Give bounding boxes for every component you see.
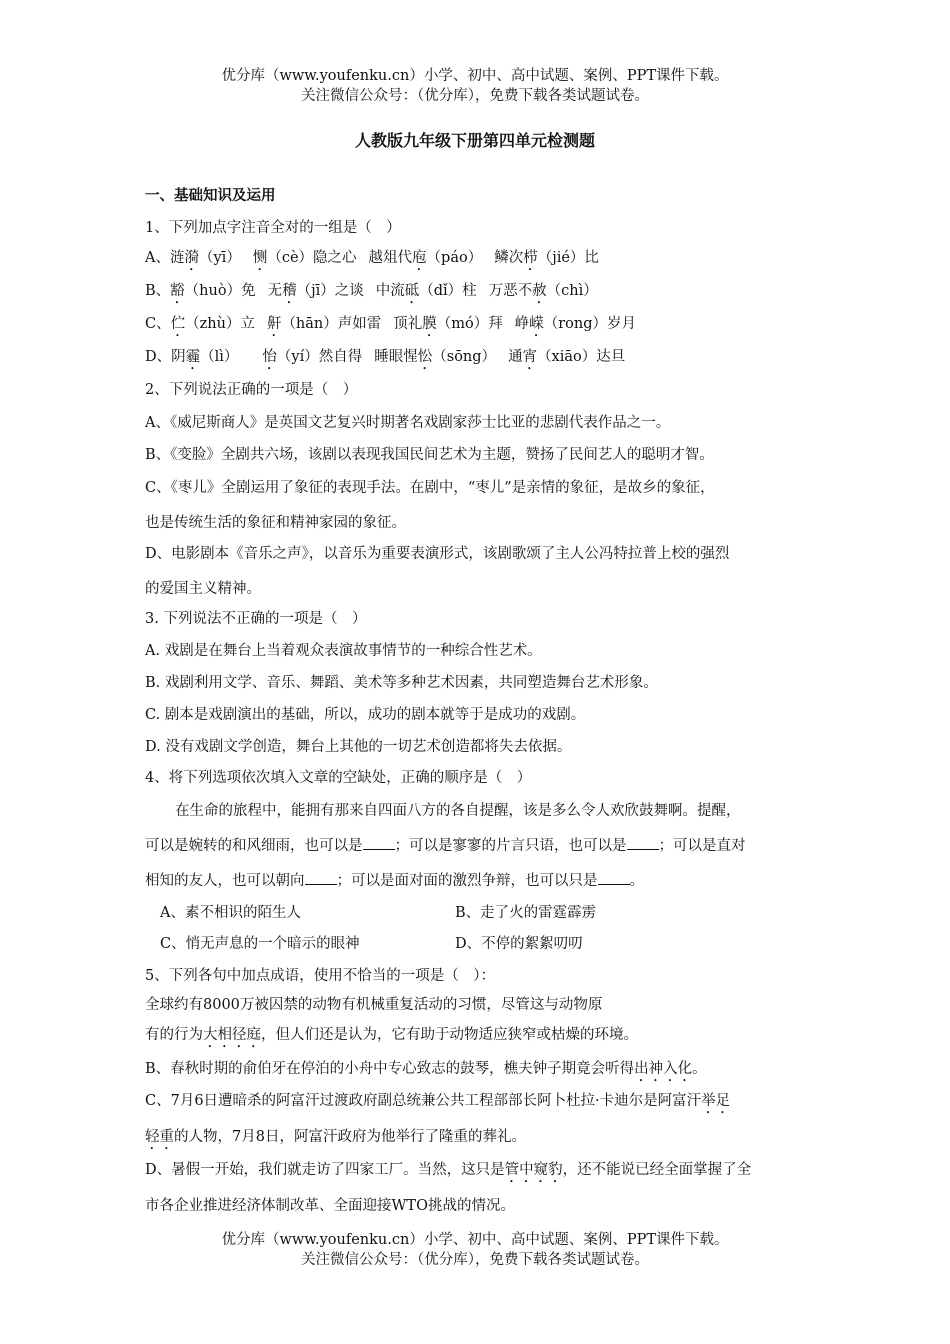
header-line-1: 优分库（www.youfenku.cn）小学、初中、高中试题、案例、PPT课件下载。: [221, 68, 729, 84]
q1-option-d: D、阴霾（lì） 怡（yí）然自得 睡眼惺忪（sōng） 通宵（xiāo）达旦: [145, 349, 626, 365]
q4-option-a: A、素不相识的陌生人: [160, 905, 301, 921]
q4-passage-line1: 在生命的旅程中，能拥有那来自四面八方的各自提醒，该是多么令人欢欣鼓舞啊。提醒，: [175, 803, 741, 819]
q2-option-d-line1: D、电影剧本《音乐之声》，以音乐为重要表演形式，该剧歌颂了主人公冯特拉普上校的强烈: [145, 546, 730, 562]
footer-line-1: 优分库（www.youfenku.cn）小学、初中、高中试题、案例、PPT课件下载。: [221, 1232, 729, 1248]
q4-stem: 4、将下列选项依次填入文章的空缺处，正确的顺序是（ ）: [145, 770, 532, 786]
page-header: [0, 66, 950, 106]
fill-blank: [598, 871, 630, 885]
q2-option-b: B、《变脸》全剧共六场，该剧以表现我国民间艺术为主题，赞扬了民间艺人的聪明才智。: [145, 447, 714, 463]
q3-option-b: B. 戏剧利用文学、音乐、舞蹈、美术等多种艺术因素，共同塑造舞台艺术形象。: [145, 675, 658, 691]
q5-option-d-line2: 市各企业推进经济体制改革、全面迎接WTO挑战的情况。: [145, 1198, 515, 1214]
q5-option-a-line2: 有的行为大相径庭，但人们还是认为，它有助于动物适应狭窄或枯燥的环境。: [145, 1027, 638, 1043]
q5-option-d-line1: D、暑假一开始，我们就走访了四家工厂。当然，这只是管中窥豹，还不能说已经全面掌握了全: [145, 1162, 752, 1178]
q1-option-a: A、涟漪（yī） 恻（cè）隐之心 越俎代庖（páo） 鳞次栉（jié）比: [145, 250, 599, 266]
q2-option-c-line2: 也是传统生活的象征和精神家园的象征。: [145, 515, 406, 531]
q5-option-c-line1: C、7月6日遭暗杀的阿富汗过渡政府副总统兼公共工程部部长阿卜杜拉·卡迪尔是阿富汗举足: [145, 1093, 731, 1109]
q4-passage-line2: 可以是婉转的和风细雨，也可以是 ；可以是寥寥的片言只语，也可以是 ；可以是直对: [145, 838, 746, 854]
q5-option-c-line2: 轻重的人物，7月8日，阿富汗政府为他举行了隆重的葬礼。: [145, 1129, 526, 1145]
q1-option-c: C、伫（zhù）立 鼾（hān）声如雷 顶礼膜（mó）拜 峥嵘（rong）岁月: [145, 316, 637, 332]
fill-blank: [627, 836, 659, 850]
q3-stem: 3. 下列说法不正确的一项是（ ）: [145, 611, 367, 627]
q5-stem: 5、下列各句中加点成语，使用不恰当的一项是（ ）：: [145, 968, 495, 984]
page-title: 人教版九年级下册第四单元检测题: [354, 131, 595, 150]
q3-option-c: C. 剧本是戏剧演出的基础，所以，成功的剧本就等于是成功的戏剧。: [145, 707, 586, 723]
q4-option-b: B、走了火的雷霆霹雳: [455, 905, 597, 921]
header-line-2: 关注微信公众号：（优分库），免费下载各类试题试卷。: [301, 88, 649, 104]
page-footer: [0, 1230, 950, 1270]
fill-blank: [305, 871, 337, 885]
q4-option-c: C、悄无声息的一个暗示的眼神: [160, 936, 360, 952]
q4-option-d: D、不停的絮絮叨叨: [455, 936, 583, 952]
q1-option-b: B、豁（huò）免 无稽（jī）之谈 中流砥（dǐ）柱 万恶不赦（chì）: [145, 283, 598, 299]
section-heading: 一、基础知识及运用: [145, 187, 276, 204]
q3-option-d: D. 没有戏剧文学创造，舞台上其他的一切艺术创造都将失去依据。: [145, 739, 572, 755]
footer-line-2: 关注微信公众号：（优分库），免费下载各类试题试卷。: [301, 1252, 649, 1268]
q4-passage-line3: 相知的友人，也可以朝向 ；可以是面对面的激烈争辩，也可以只是 。: [145, 873, 644, 889]
q5-option-a-line1: 全球约有8000万被囚禁的动物有机械重复活动的习惯，尽管这与动物原: [145, 997, 603, 1013]
q2-option-c-line1: C、《枣儿》全剧运用了象征的表现手法。在剧中，“枣儿”是亲情的象征，是故乡的象征，: [145, 480, 715, 496]
fill-blank: [363, 836, 395, 850]
q2-stem: 2、下列说法正确的一项是（ ）: [145, 382, 358, 398]
q1-stem: 1、下列加点字注音全对的一组是（ ）: [145, 220, 401, 236]
q5-option-b: B、春秋时期的俞伯牙在停泊的小舟中专心致志的鼓琴，樵夫钟子期竟会听得出神入化。: [145, 1061, 707, 1077]
q3-option-a: A. 戏剧是在舞台上当着观众表演故事情节的一种综合性艺术。: [145, 643, 542, 659]
q2-option-d-line2: 的爱国主义精神。: [145, 581, 261, 597]
q2-option-a: A、《威尼斯商人》是英国文艺复兴时期著名戏剧家莎士比亚的悲剧代表作品之一。: [145, 415, 671, 431]
